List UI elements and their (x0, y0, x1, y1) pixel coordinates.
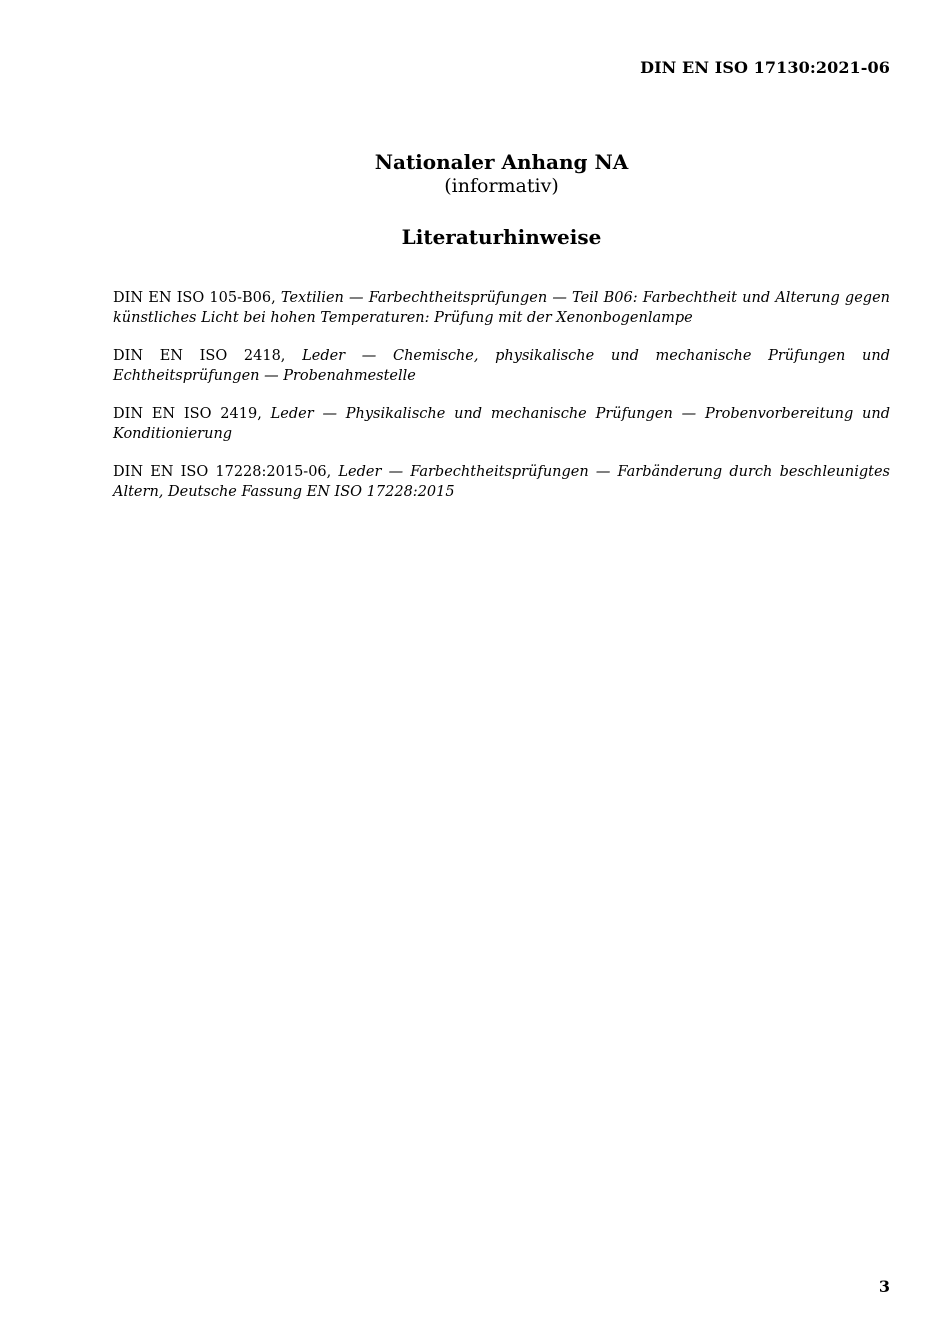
reference-list (113, 289, 890, 521)
reference-item (113, 289, 890, 328)
reference-id: DIN EN ISO 105-B06, (113, 290, 276, 306)
section-title: Literaturhinweise (401, 225, 602, 249)
document-id: DIN EN ISO 17130:2021-06 (640, 58, 890, 77)
annex-title: Nationaler Anhang NA (374, 150, 629, 174)
reference-title: Textilien — Farbechtheitsprüfungen — Teil B06: Farbechtheit und Alterung gegen künstliches Licht bei hohen Temperaturen: Prüfung mit der Xenonbogenlampe (113, 290, 890, 326)
reference-item (113, 405, 890, 444)
reference-id: DIN EN ISO 17228:2015-06, (113, 464, 332, 480)
reference-item (113, 347, 890, 386)
reference-title: Leder — Physikalische und mechanische Prüfungen — Probenvorbereitung und Konditionierung (113, 406, 891, 442)
reference-title: Leder — Chemische, physikalische und mechanische Prüfungen und Echtheitsprüfungen — Probenahmestelle (113, 348, 891, 384)
reference-title: Leder — Farbechtheitsprüfungen — Farbänderung durch beschleunigtes Altern, Deutsche Fassung EN ISO 17228:2015 (113, 464, 890, 500)
reference-item (113, 463, 890, 502)
reference-id: DIN EN ISO 2419, (113, 406, 262, 422)
reference-id: DIN EN ISO 2418, (113, 348, 286, 364)
annex-subtitle: (informativ) (444, 175, 559, 197)
page-number: 3 (878, 1277, 890, 1296)
